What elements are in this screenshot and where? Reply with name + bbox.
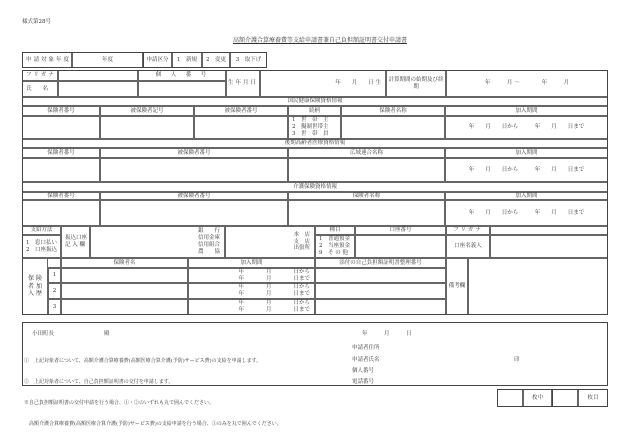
total-pages-field[interactable] (497, 389, 523, 407)
option-new[interactable]: 1 新規 (172, 52, 202, 68)
birthdate-label: 生年月日 (226, 70, 260, 97)
branch-type: 出張所 (293, 245, 310, 252)
holder-furigana-field[interactable] (490, 226, 608, 235)
certificate-number-field[interactable] (315, 268, 446, 283)
bank-type: 農 協 (197, 248, 220, 255)
insured-symbol-field[interactable] (100, 116, 194, 139)
account-type-label: 種目 (315, 226, 355, 235)
col-insurer-number: 保険者番号 (22, 106, 100, 116)
name-label: 氏 名 (22, 81, 58, 97)
col-period: 加入期間 (445, 148, 608, 158)
account-label-2: 記 入 欄 (65, 242, 85, 248)
furigana-field[interactable] (58, 70, 138, 81)
account-number-label: 口座番号 (355, 226, 446, 235)
declaration-line: ※自己負担額証明書の交付申請を行う場合、①・②のいずれも丸で囲んでください。 (24, 400, 215, 406)
holder-furigana-label: フリガナ (446, 226, 490, 235)
application-date[interactable]: 年 月 日 (362, 331, 412, 337)
payment-method-label: 支給方法 (22, 226, 61, 235)
certificate-number-field[interactable] (315, 283, 446, 299)
applicant-name-label: 申請者氏名 (352, 357, 380, 363)
section-title: 後期高齢者医療資格情報 (22, 139, 608, 148)
method-option-transfer[interactable]: 2 口座振込 (26, 246, 57, 253)
period-to: 年 月 日まで (238, 291, 310, 297)
insured-number-field[interactable] (100, 158, 288, 182)
account-label-1: 振込口座 (65, 235, 88, 242)
phone-label: 電話番号 (352, 379, 375, 385)
insurer-number-field[interactable] (22, 116, 100, 139)
payment-method-options[interactable] (22, 235, 61, 258)
relation-options[interactable] (288, 116, 341, 139)
insurer-name-field[interactable] (288, 200, 445, 226)
relation-option[interactable]: 1 世 帯 主 (292, 117, 329, 124)
period-field[interactable]: 年 月 日から 年 月 日まで (445, 200, 608, 226)
col-union-name: 広域連合名称 (288, 148, 445, 158)
name-field[interactable] (58, 81, 138, 97)
branch-name-field[interactable] (225, 226, 315, 258)
period-field[interactable]: 年 月 ～ 年 月 (446, 70, 608, 97)
declaration-line: 高額介護合算療養費(高額医療合算介護(予防)サービス費)の支給申請を行う場合、①のみを丸で囲んでください。 (24, 421, 282, 427)
personal-number-field[interactable] (138, 81, 226, 97)
col-insured-number: 被保険者番号 (100, 148, 288, 158)
bank-name-field[interactable] (90, 226, 225, 258)
honorific: 殿 (104, 331, 110, 337)
personal-number-label: 個人番号 (352, 368, 375, 374)
account-holder-label: 口座名義人 (446, 235, 490, 258)
col-insurer-name: 保険者名 (61, 258, 188, 268)
account-entry-label (61, 226, 90, 258)
furigana-label: フリガナ (22, 70, 58, 81)
personal-number-label: 個 人 番 号 (138, 70, 226, 81)
col-insurer-name: 保険者名称 (288, 192, 445, 200)
insurer-name-field[interactable] (341, 116, 445, 139)
period-from: 年 月 日から (238, 268, 310, 275)
declaration-line: ① 上記対象者について、高額介護合算療養費(高額医療合算介護(予防)サービス費)の支給を申請します。 (24, 358, 262, 364)
row-number: 2 (48, 283, 61, 299)
account-holder-field[interactable] (490, 235, 608, 258)
col-insurer-number: 保険者番号 (22, 148, 100, 158)
period-field[interactable]: 年 月 日から 年 月 日まで (445, 158, 608, 182)
history-corner (48, 258, 61, 268)
form-number: 様式第28号 (22, 19, 51, 25)
relation-option[interactable]: 2 擬制世帯主 (292, 124, 329, 131)
category-label: 申請区分 (143, 52, 172, 68)
account-type-options[interactable] (315, 235, 355, 258)
union-name-field[interactable] (288, 158, 445, 182)
option-withdraw[interactable]: 3 取下げ (230, 52, 267, 68)
account-type-option[interactable]: 2 当座預金 (319, 243, 350, 250)
section-title: 国民健康保険資格情報 (22, 97, 608, 106)
period-field[interactable] (188, 283, 315, 299)
nth-label: 枚目 (578, 389, 608, 407)
col-insured-symbol: 被保険者記号 (100, 106, 194, 116)
form-title: 高額介護合算療養費等支給申請書兼自己負担額証明書交付申請書 (233, 37, 408, 44)
of-label: 枚中 (523, 389, 552, 407)
col-insured-number: 被保険者番号 (100, 192, 288, 200)
insurer-name-field[interactable] (61, 283, 188, 299)
history-label: 保 険 者 加 入 歴 (22, 258, 48, 315)
col-insured-number: 被保険者番号 (194, 106, 288, 116)
period-to: 年 月 日まで (238, 275, 310, 282)
bank-type: 信用組合 (197, 242, 220, 248)
bank-type: 銀 行 (197, 228, 220, 235)
col-insurer-name: 保険者名称 (341, 106, 445, 116)
period-to: 年 月 日まで (238, 307, 310, 313)
seal-mark: 印 (514, 357, 520, 363)
insurer-name-field[interactable] (61, 299, 188, 315)
birthdate-field[interactable]: 年 月 日 生 (260, 70, 386, 97)
col-period: 加入期間 (188, 258, 315, 268)
insured-number-field[interactable] (194, 116, 288, 139)
method-option-counter[interactable]: 1 窓口払い (26, 239, 57, 246)
page-number-field[interactable] (552, 389, 578, 407)
certificate-number-field[interactable] (315, 299, 446, 315)
account-type-option[interactable]: 1 普通預金 (319, 236, 350, 243)
col-certificate-number: 添付の自己負担額証明書整理番号 (315, 258, 446, 268)
target-year-field[interactable]: 年度 (72, 52, 143, 68)
bank-type: 信用金庫 (197, 235, 220, 242)
applicant-address-label: 申請者住所 (352, 345, 380, 351)
insured-number-field[interactable] (100, 200, 288, 226)
remarks-field[interactable] (468, 258, 608, 315)
branch-type: 支 店 (293, 238, 310, 245)
declaration-line: ② 上記対象者について、自己負担額証明書の交付を申請します。 (24, 379, 174, 385)
col-period: 加入期間 (445, 192, 608, 200)
remarks-label: 備考欄 (446, 258, 468, 315)
account-type-option[interactable]: 9 そ の 他 (319, 249, 348, 256)
account-number-field[interactable] (355, 235, 446, 258)
col-insurer-number: 保険者番号 (22, 192, 100, 200)
period-field[interactable] (188, 299, 315, 315)
period-label: 計算期間の始期及び終期 (386, 70, 446, 97)
row-number: 3 (48, 299, 61, 315)
addressee: 小田町長 (32, 331, 55, 337)
declaration-text (24, 344, 282, 435)
insurer-name-field[interactable] (61, 268, 188, 283)
period-from: 年 月 日から (238, 300, 310, 307)
period-from: 年 月 日から (238, 284, 310, 291)
insurer-number-field[interactable] (22, 200, 100, 226)
relation-option[interactable]: 3 世 帯 員 (292, 130, 329, 137)
col-relation: 続柄 (288, 106, 341, 116)
branch-type: 本 店 (293, 231, 310, 238)
period-field[interactable]: 年 月 日から 年 月 日まで (445, 116, 608, 139)
target-year-label: 申請対象年度 (22, 52, 72, 68)
option-change[interactable]: 2 変更 (202, 52, 230, 68)
insurer-number-field[interactable] (22, 158, 100, 182)
section-title: 介護保険資格情報 (22, 182, 608, 192)
row-number: 1 (48, 268, 61, 283)
col-period: 加入期間 (445, 106, 608, 116)
period-field[interactable] (188, 268, 315, 283)
